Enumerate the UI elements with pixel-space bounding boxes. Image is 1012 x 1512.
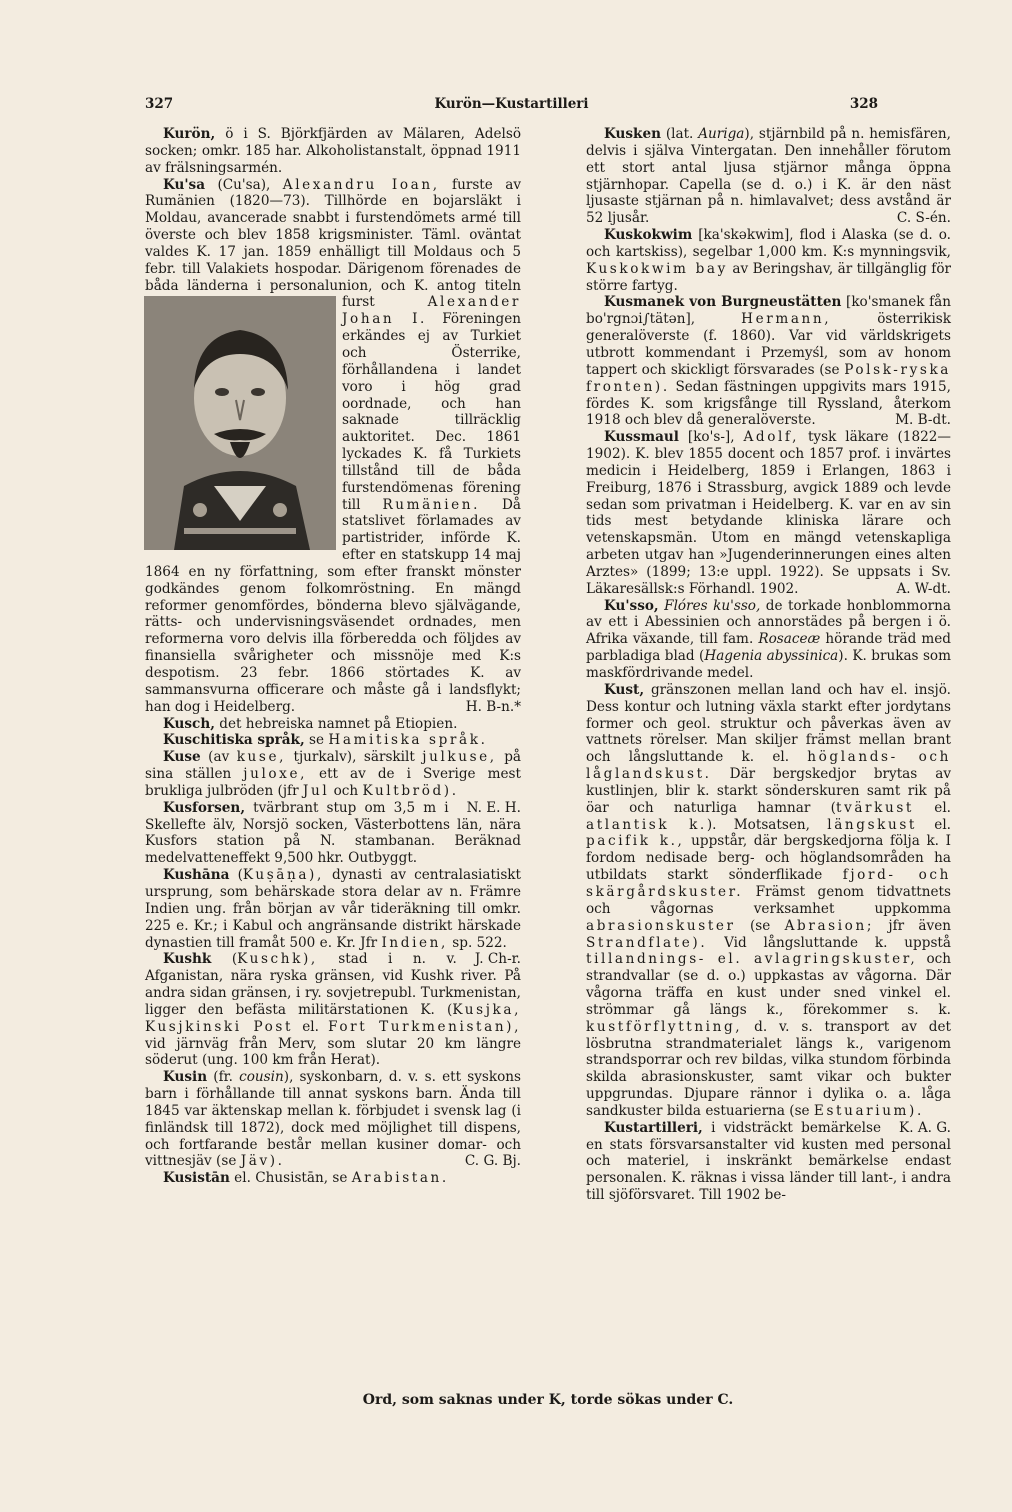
entry-kuschitiska: Kuschitiska språk, se Hamitiska språk. [163,732,488,749]
entry-kuse: Kuse (av kuse, tjurkalv), särskilt julkuse, på sina ställen juloxe, ett av de i Sverige mest brukliga julbröden (jfr Jul och Kultbröd). N. E. H. [145,749,521,816]
entry-kushk: Kushk (Kuschk), stad i n. v. Afganistan, nära ryska gränsen, vid Kushk river. På andra sidan gränsen, i ry. sovjetrepubl. Turkmenistan, ligger den befästa militärstationen K. (Kusjka, Kusjkinski Post el. Fort Turkmenistan), vid järnväg från Merv, som slutar 20 km längre söderut (ung. 100 km från Herat). [145,951,522,1069]
portrait-image [144,296,336,550]
right-column [586,126,951,1204]
entry-kustartilleri: Kustartilleri, i vidsträckt bemärkelse en stats försvarsanstalter vid kusten med personal och materiel, i inskränkt bemärkelse endast personalen. K. räknas i vissa länder till lant-, i andra till sjöförsvaret. Till 1902 be- [586,1119,951,1204]
entry-kushana: Kushāna (Kuṣāṇa), dynasti av centralasiatiskt ursprung, som behärskade stora delar av n. Främre Indien ung. från början av vår tideräkning till omkr. 225 e. Kr.; i Kabul och angränsande distrikt härskade dynastien till framåt 500 e. Kr. Jfr Indien, sp. 522. J. Ch-r. [145,867,521,968]
page-header [145,96,878,118]
entry-kusmanek: Kusmanek von Burgneustätten [ko'smanek fån bo'rgnɔi∫tätən], Hermann, österrikisk generalöverste (f. 1860). Var vid världskrigets utbrott kommendant i Przemyśl, som av honom tappert och skickligt försvarades (se Polsk-ryska fronten). Sedan fästningen uppgivits mars 1915, fördes K. som krigsfånge till Ryssland, återkom 1918 och blev då generalöverste. M. B-dt. [586,294,952,429]
left-column [145,126,521,1187]
entry-kusso: Ku'sso, Flóres ku'sso, de torkade honblommorna av ett i Abessinien och annorstädes på bergen i ö. Afrika växande, till fam. Rosaceæ hörande träd med parbladiga blad (Hagenia abyssinica). K. brukas som maskfördrivande medel. [586,597,952,681]
page-number-right: 328 [849,96,878,112]
entry-kusch: Kusch, det hebreiska namnet på Etiopien. [163,715,458,732]
entry-kusistan: Kusistān el. Chusistān, se Arabistan. [163,1170,449,1187]
portrait-illustration [144,296,336,550]
footer-note: Ord, som saknas under K, torde sökas under C. [362,1392,734,1408]
entry-kuron: Kurön, ö i S. Björkfjärden av Mälaren, Adelsö socken; omkr. 185 har. Alkoholistanstalt, öppnad 1911 av frälsningsarmén. [145,126,521,176]
entry-kuskokwim: Kuskokwim [ka'skəkwim], flod i Alaska (se d. o. och kartskiss), segelbar 1,000 km. K:s mynningsvik, Kuskokwim bay av Beringshav, är tillgänglig för större fartyg. [586,227,951,294]
entry-kusforsen: Kusforsen, tvärbrant stup om 3,5 m i Skellefte älv, Norsjö socken, Västerbottens län, nära Kusfors station på N. stambanan. Beräknad medelvatteneffekt 9,500 hkr. Outbyggt. [145,799,521,867]
entry-kusin: Kusin (fr. cousin), syskonbarn, d. v. s. ett syskons barn i förhållande till annat syskons barn. Ända till 1845 var äktenskap mellan k. förbjudet i svensk lag (i finländsk till 1872), dock med möjlighet till dispens, och fortfarande består mellan kusiner domar- och vittnesjäv (se Jäv). C. G. Bj. [145,1069,522,1170]
entry-kusken: Kusken (lat. Auriga), stjärnbild på n. hemisfären, delvis i själva Vintergatan. Den innehåller förutom ett stort antal ljusa stjärnor många öppna stjärnhopar. Capella (se d. o.) i K. är den näst ljusaste stjärnan på n. himlavalvet; dess avstånd är 52 ljusår. C. S-én. [586,126,952,227]
entry-kussmaul: Kussmaul [ko's-], Adolf, tysk läkare (1822—1902). K. blev 1855 docent och 1857 prof. i invärtes medicin i Heidelberg, 1859 i Erlangen, 1863 i Freiburg, 1876 i Strassburg, avgick 1889 och levde sedan som privatman i Heidelberg. K. var en av sin tids mest betydande kliniska lärare och vetenskapsmän. Utom en mängd vetenskapliga arbeten utgav han »Jugenderinnerungen eines alten Arztes» (1899; 13:e uppl. 1922). Se uppsats i Sv. Läkaresällsk:s Förhandl. 1902. A. W-dt. [586,429,951,597]
page-number-left: 327 [145,96,174,112]
running-title: Kurön—Kustartilleri [434,96,589,112]
entry-kust: Kust, gränszonen mellan land och hav el. insjö. Dess kontur och lutning växla starkt efter jordytans former och geol. struktur och påverkas även av vattnets rörelser. Man skiljer främst mellan brant och långsluttande k. el. höglands- och låglandskust. Där bergskedjor brytas av kustlinjen, blir k. starkt sönderskuren samt rik på öar och naturliga hamnar (tvärkust el. atlantisk k.). Motsatsen, längskust el. pacifik k., uppstår, där bergskedjorna följa k. I fordom nedisade berg- och höglandsområden ha utbildats starkt sönderflikade fjord- och skärgårdskuster. Främst genom tidvattnets och vågornas verksamhet uppkomma abrasionskuster (se Abrasion; jfr även Strandflate). Vid långsluttande k. uppstå tillandnings- el. avlagringskuster, och strandvallar (se d. o.) uppkastas av vågorna. Där vågorna träffa en kust under sned vinkel el. strömmar gå längs k., förekommer s. k. kustförflyttning, d. v. s. transport av det lösbrutna strandmaterialet längs k., varigenom strandsporrar och rev bildas, vilka stundom förbinda skilda abrasionskuster, samt vikar och bukter uppgrundas. Djupare rännor i dylika o. a. låga sandkuster bilda estuarierna (se Estuarium). K. A. G. [586,681,952,1136]
entry-kusa: Ku'sa (Cu'sa), Alexandru Ioan, furste av Rumänien (1820—73). Tillhörde en bojarsläkt i Moldau, avancerade snabbt i furstendömets armé till överste och blev 1858 krigsminister. Täml. oväntat valdes K. 17 jan. 1859 enhälligt till Moldaus och 5 febr. till Valakiets hospodar. Därigenom förenades de båda länderna i personalunion, och K. antog titeln furst Alexander Johan I. Föreningen erkändes ej av Turkiet och Österrike, förhållandena i landet voro i hög grad oordnade, och han saknade tillräcklig auktoritet. Dec. 1861 lyckades K. få Turkiets tillstånd till de båda furstendömenas förening till Rumänien. Då statslivet förlamades av partistrider, införde K. efter en statskupp 14 maj 1864 en ny författning, som efter franskt mönster godkändes genom folkomröstning. En mängd reformer genomfördes, bönderna blevo självägande, rätts- och undervisningsväsendet ordnades, men reformerna voro delvis illa förberedda och följdes av finansiella svårigheter och missnöje med K:s despotism. 23 febr. 1866 störtades K. av sammansvurna officerare och måste gå i landsflykt; han dog i Heidelberg. H. B-n.* [145,176,522,715]
